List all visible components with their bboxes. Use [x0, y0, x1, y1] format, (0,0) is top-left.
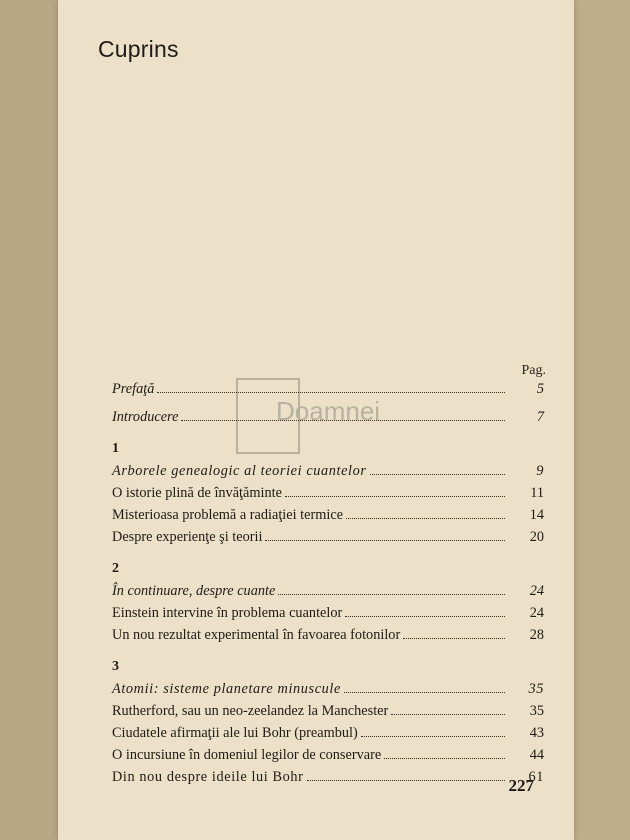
toc-entry-title: Arborele genealogic al teoriei cuantelor	[112, 463, 367, 479]
toc-entry	[112, 460, 544, 482]
chapter-number: 1	[112, 441, 119, 456]
toc-entry-title: Ciudatele afirmaţii ale lui Bohr (preambul)	[112, 725, 358, 741]
toc-entry-title: În continuare, despre cuante	[112, 583, 276, 599]
toc-entry-page: 43	[529, 725, 544, 741]
page-title: Cuprins	[98, 36, 179, 62]
dot-leader	[345, 602, 505, 617]
dot-leader	[344, 678, 505, 693]
toc-entry	[112, 526, 544, 548]
toc-entry-page: 7	[536, 409, 544, 425]
dot-leader	[361, 722, 505, 737]
toc-entry-page: 28	[529, 627, 544, 643]
toc-entry-page: 5	[536, 381, 544, 397]
dot-leader	[370, 460, 505, 475]
dot-leader	[391, 700, 505, 715]
toc-entry-page: 35	[529, 703, 544, 719]
toc-entry	[112, 504, 544, 526]
toc-entry	[112, 482, 544, 504]
dot-leader	[278, 580, 505, 595]
page-number: 227	[508, 776, 534, 795]
toc-entry	[112, 700, 544, 722]
toc-entry-page: 9	[536, 463, 544, 479]
dot-leader	[265, 526, 505, 541]
toc-entry	[112, 406, 544, 428]
page-column-label: Pag.	[521, 363, 546, 378]
background-left	[0, 0, 58, 840]
toc-entry-page: 24	[529, 583, 544, 599]
dot-leader	[285, 482, 505, 497]
toc-entry-title: Rutherford, sau un neo-zeelandez la Manchester	[112, 703, 389, 719]
toc-entry-title: O incursiune în domeniul legilor de conservare	[112, 747, 382, 763]
toc-entry	[112, 624, 544, 646]
toc-entry-title: Un nou rezultat experimental în favoarea fotonilor	[112, 627, 401, 643]
dot-leader	[307, 766, 505, 781]
toc-entry	[112, 580, 544, 602]
toc-entry-page: 11	[530, 485, 544, 501]
toc-entry-title: Prefaţă	[112, 381, 155, 397]
toc-entry-page: 14	[529, 507, 544, 523]
toc-entry-title: Din nou despre ideile lui Bohr	[112, 769, 304, 785]
toc-entry-title: O istorie plină de învăţăminte	[112, 485, 282, 501]
toc-entry	[112, 766, 544, 788]
watermark-text: Doamnei	[276, 396, 381, 426]
toc-entry-title: Atomii: sisteme planetare minuscule	[112, 681, 341, 697]
toc-entry-page: 24	[529, 605, 544, 621]
chapter-number: 3	[112, 659, 119, 674]
toc-entry-title: Misterioasa problemă a radiaţiei termice	[112, 507, 344, 523]
toc-entry-page: 61	[528, 769, 544, 785]
toc-entry-title: Despre experienţe şi teorii	[112, 529, 263, 545]
table-of-contents	[112, 378, 544, 788]
dot-leader	[346, 504, 505, 519]
dot-leader	[403, 624, 505, 639]
dot-leader	[384, 744, 505, 759]
toc-entry-page: 44	[529, 747, 544, 763]
background-right	[574, 0, 630, 840]
toc-entry	[112, 378, 544, 400]
toc-entry	[112, 722, 544, 744]
toc-entry-title: Introducere	[112, 409, 179, 425]
dot-leader	[181, 406, 505, 421]
book-page	[58, 0, 574, 840]
toc-entry-title: Einstein intervine în problema cuantelor	[112, 605, 343, 621]
toc-entry	[112, 678, 544, 700]
dot-leader	[157, 378, 505, 393]
toc-entry	[112, 602, 544, 624]
toc-entry-page: 20	[529, 529, 544, 545]
chapter-number: 2	[112, 561, 119, 576]
toc-entry	[112, 744, 544, 766]
toc-entry-page: 35	[528, 681, 544, 697]
